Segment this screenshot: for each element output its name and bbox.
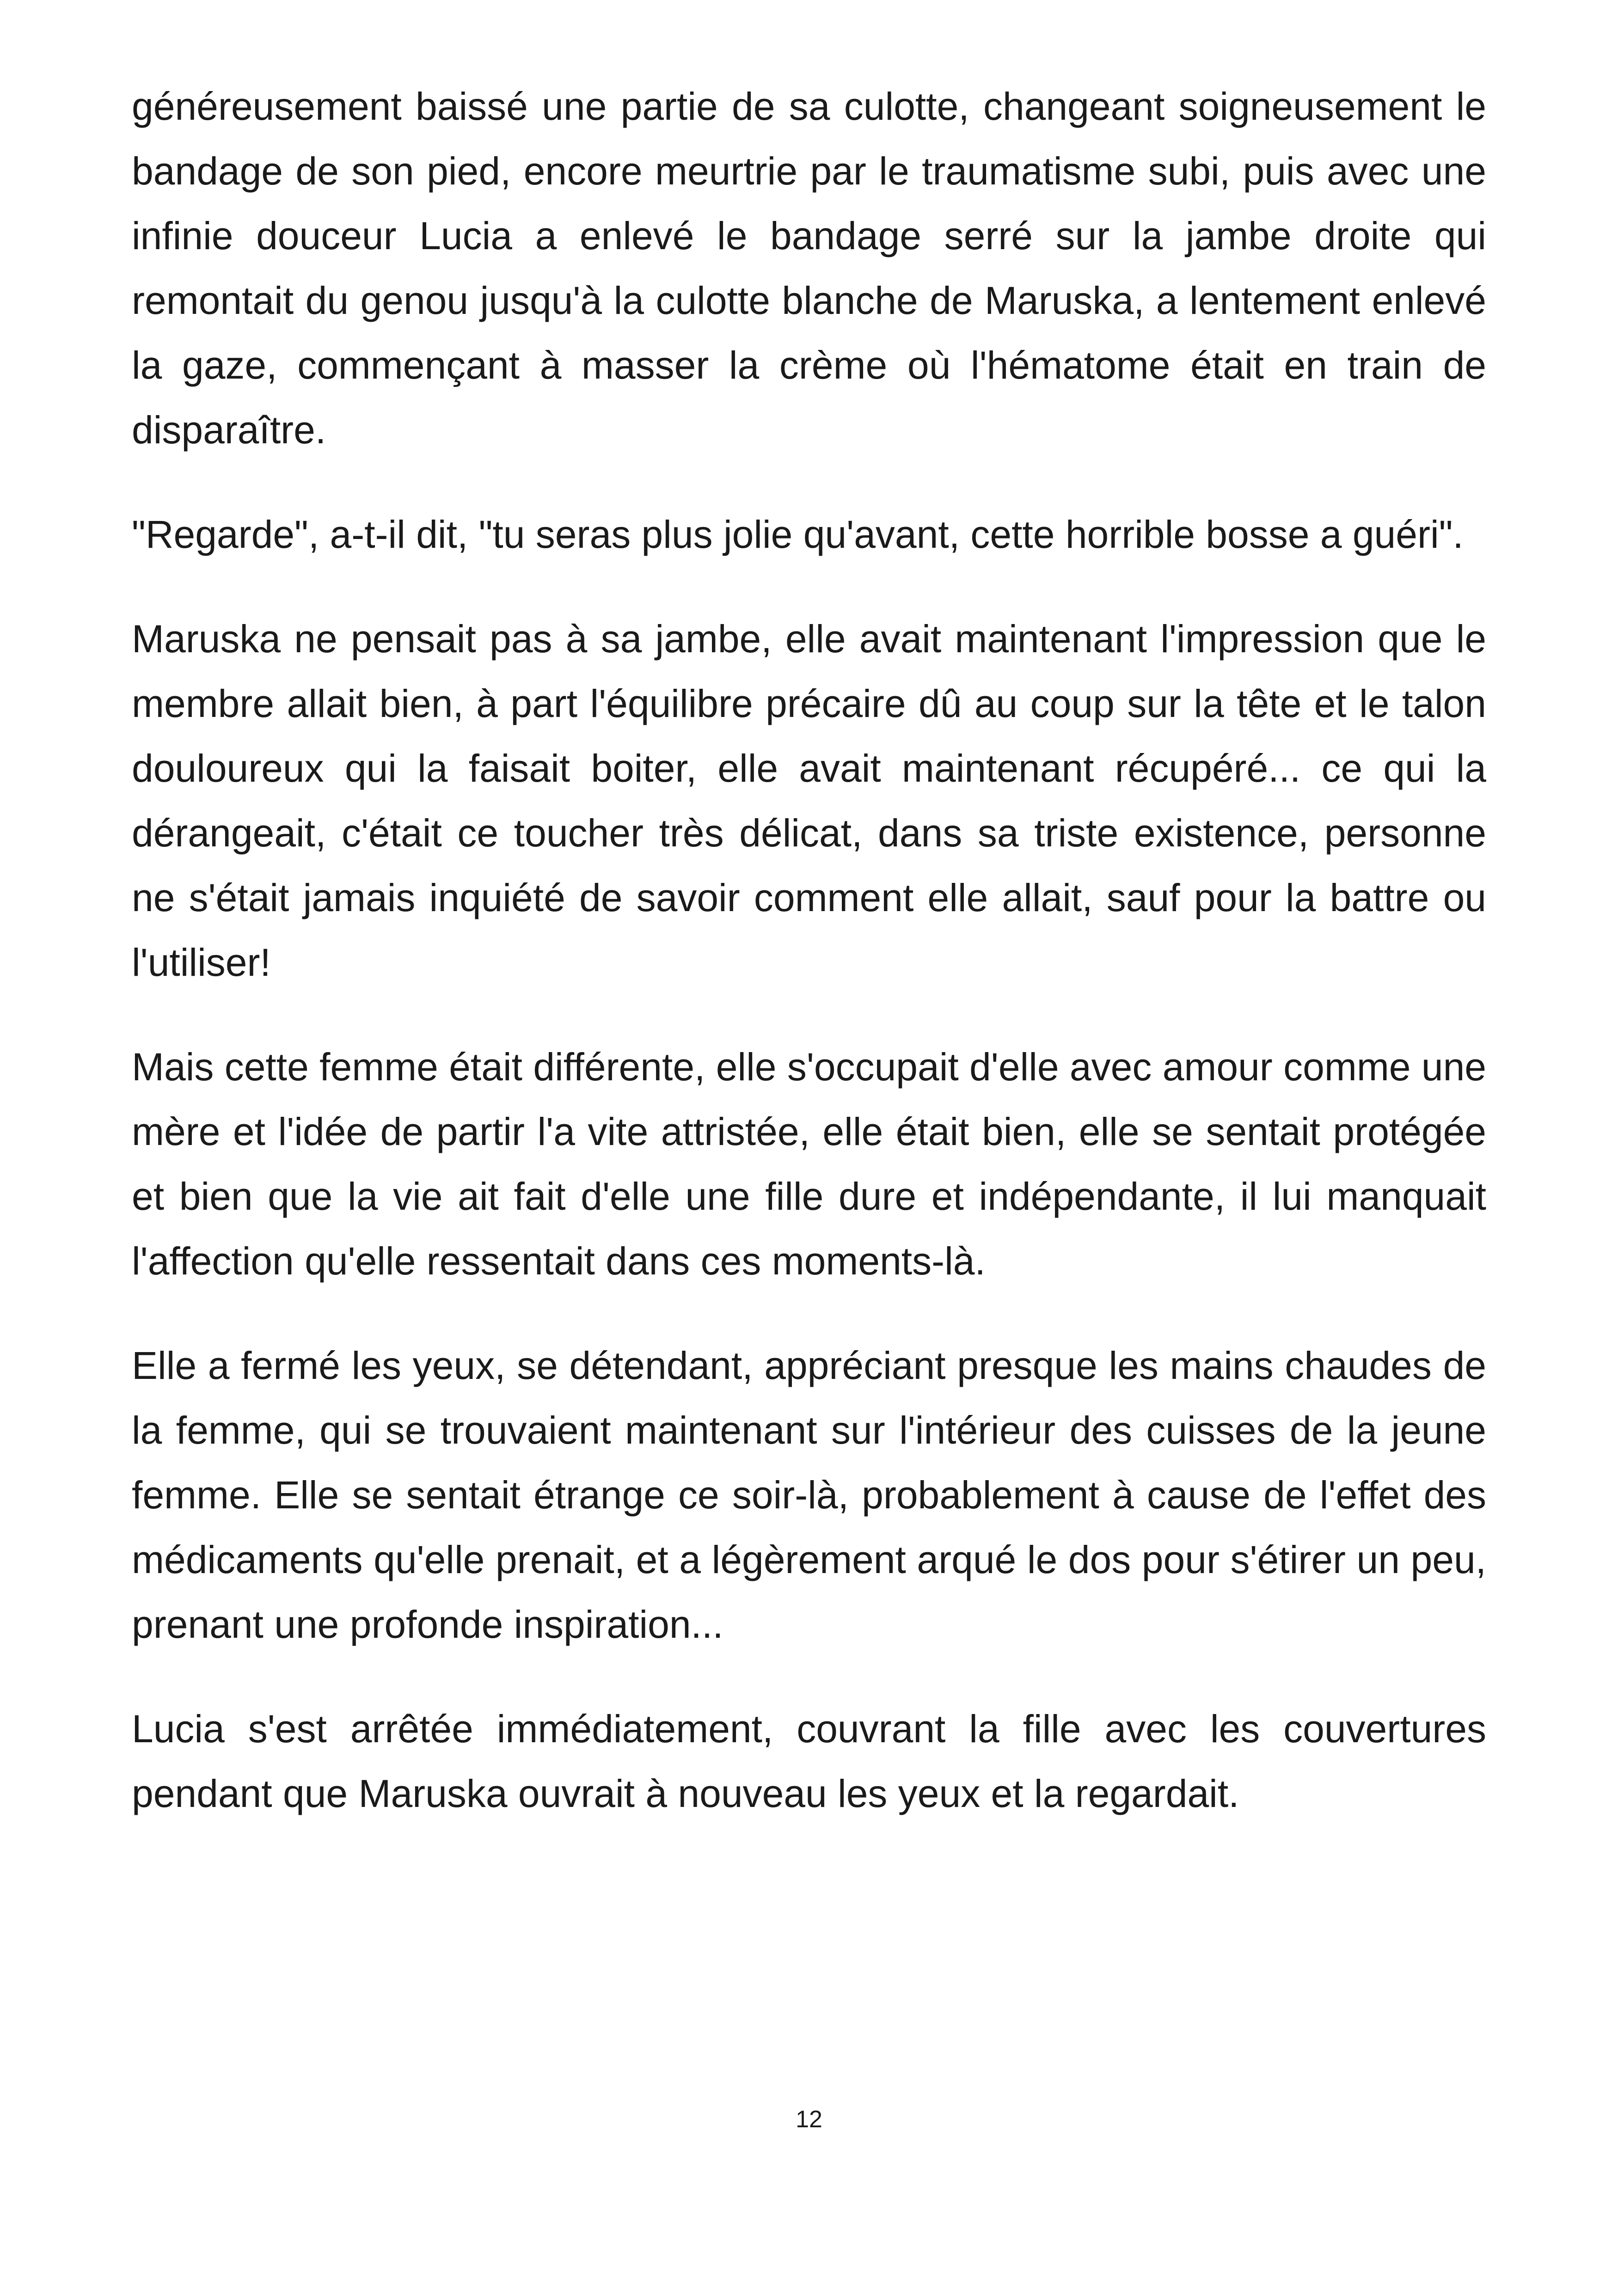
page-number: 12	[796, 2106, 822, 2133]
paragraph-5: Elle a fermé les yeux, se détendant, appréciant presque les mains chaudes de la femme, qui se trouvaient maintenant sur l'intérieur des cuisses de la jeune femme. Elle se sentait étrange ce soir-là, probablement à cause de l'effet des médicaments qu'elle prenait, et a légèrement arqué le dos pour s'étirer un peu, prenant une profonde inspiration...	[132, 1344, 1486, 1646]
paragraph-3: Maruska ne pensait pas à sa jambe, elle avait maintenant l'impression que le membre allait bien, à part l'équilibre précaire dû au coup sur la tête et le talon douloureux qui la faisait boiter, elle avait maintenant récupéré... ce qui la dérangeait, c'était ce toucher très délicat, dans sa triste existence, personne ne s'était jamais inquiété de savoir comment elle allait, sauf pour la battre ou l'utiliser!	[132, 617, 1486, 984]
paragraph-1: généreusement baissé une partie de sa culotte, changeant soigneusement le bandage de son pied, encore meurtrie par le traumatisme subi, puis avec une infinie douceur Lucia a enlevé le bandage serré sur la jambe droite qui remontait du genou jusqu'à la culotte blanche de Maruska, a lentement enlevé la gaze, commençant à masser la crème où l'hématome était en train de disparaître.	[132, 85, 1486, 452]
body-text	[132, 74, 1486, 1866]
paragraph-4: Mais cette femme était différente, elle s'occupait d'elle avec amour comme une mère et l'idée de partir l'a vite attristée, elle était bien, elle se sentait protégée et bien que la vie ait fait d'elle une fille dure et indépendante, il lui manquait l'affection qu'elle ressentait dans ces moments-là.	[132, 1045, 1486, 1283]
paragraph-2: "Regarde", a-t-il dit, "tu seras plus jolie qu'avant, cette horrible bosse a guéri".	[132, 513, 1464, 556]
paragraph-6: Lucia s'est arrêtée immédiatement, couvrant la fille avec les couvertures pendant que Maruska ouvrait à nouveau les yeux et la regardait.	[132, 1707, 1486, 1815]
